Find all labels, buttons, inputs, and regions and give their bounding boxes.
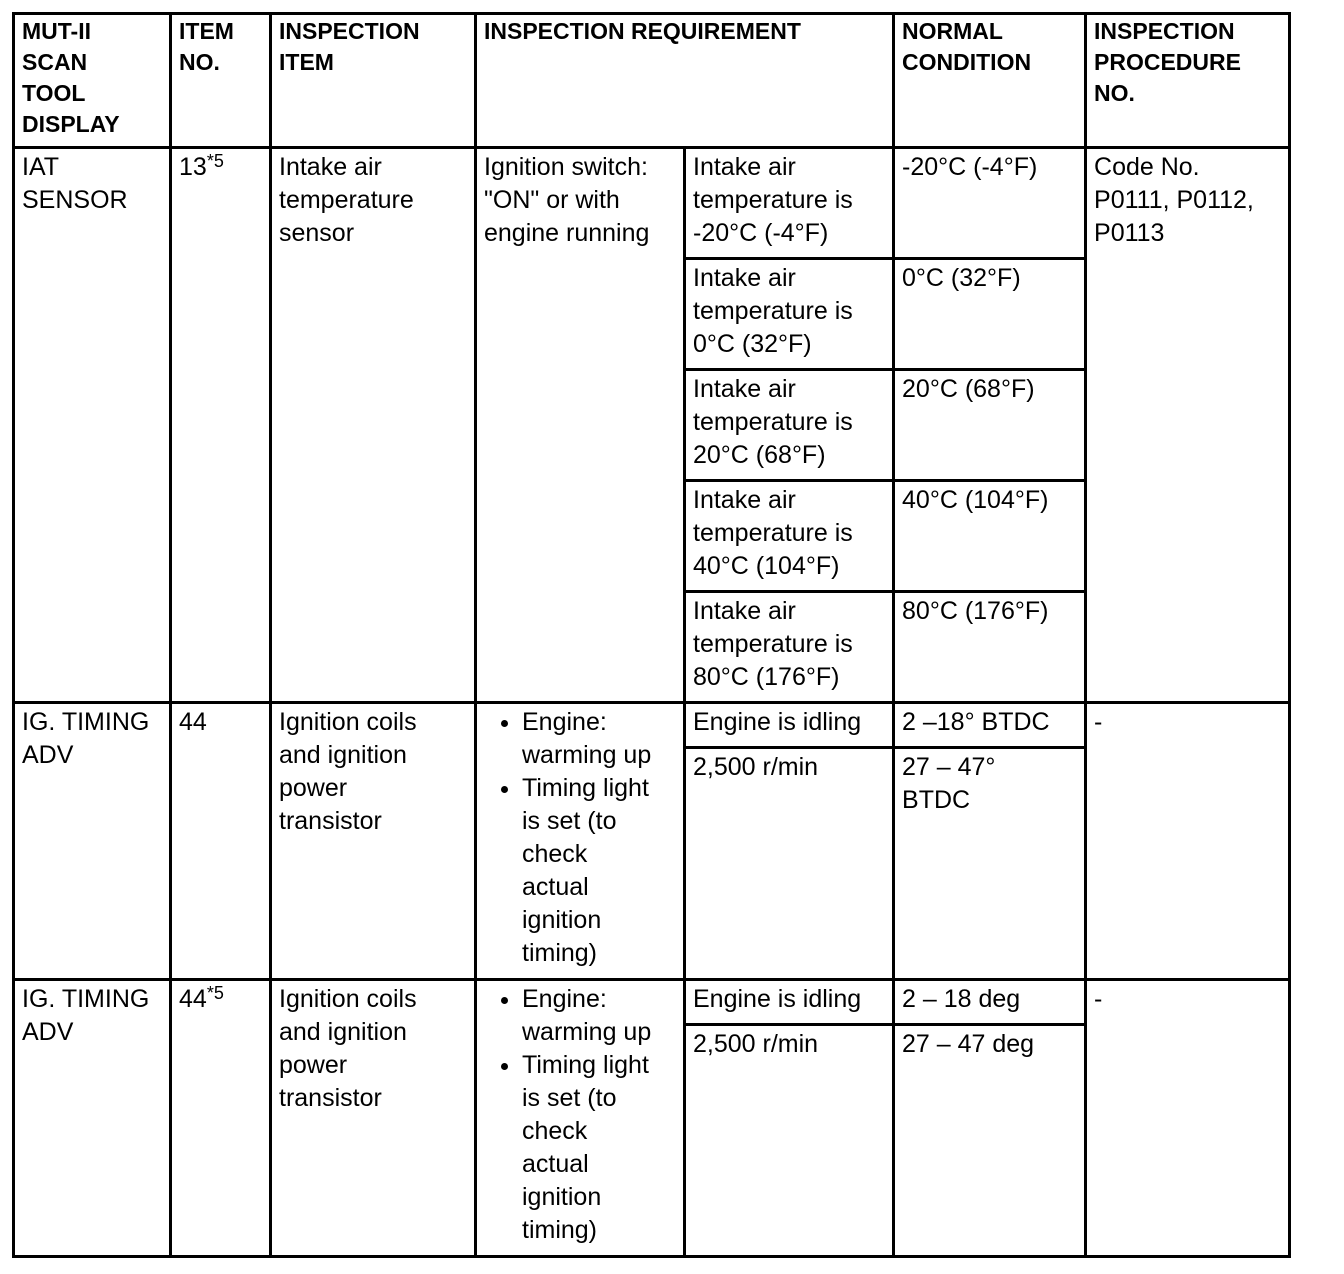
timing1-condition-1: Engine is idling bbox=[685, 703, 894, 748]
timing2-requirement bbox=[476, 980, 685, 1257]
header-item-no: ITEM NO. bbox=[171, 14, 271, 148]
timing2-item-no: 44$^{*5}$ bbox=[171, 980, 271, 1257]
iat-normal-4: 40°C (104°F) bbox=[894, 481, 1086, 592]
iat-condition-2: Intake air temperature is 0°C (32°F) bbox=[685, 259, 894, 370]
timing1-normal-2: 27 – 47° BTDC bbox=[894, 748, 1086, 980]
iat-condition-5: Intake air temperature is 80°C (176°F) bbox=[685, 592, 894, 703]
timing2-inspection-item: Ignition coils and ignition power transistor bbox=[271, 980, 476, 1257]
iat-condition-1: Intake air temperature is -20°C (-4°F) bbox=[685, 148, 894, 259]
list-item: • Engine: warming up bbox=[522, 706, 677, 772]
table-row bbox=[14, 703, 1290, 748]
iat-procedure: Code No. P0111, P0112, P0113 bbox=[1086, 148, 1290, 703]
timing1-normal-1: 2 –18° BTDC bbox=[894, 703, 1086, 748]
header-inspection-procedure: INSPECTION PROCEDURE NO. bbox=[1086, 14, 1290, 148]
timing2-procedure: - bbox=[1086, 980, 1290, 1257]
iat-normal-2: 0°C (32°F) bbox=[894, 259, 1086, 370]
iat-normal-1: -20°C (-4°F) bbox=[894, 148, 1086, 259]
timing2-normal-1: 2 – 18 deg bbox=[894, 980, 1086, 1025]
timing2-display: IG. TIMING ADV bbox=[14, 980, 171, 1257]
timing1-inspection-item: Ignition coils and ignition power transistor bbox=[271, 703, 476, 980]
iat-display: IAT SENSOR bbox=[14, 148, 171, 703]
iat-normal-5: 80°C (176°F) bbox=[894, 592, 1086, 703]
timing2-condition-2: 2,500 r/min bbox=[685, 1025, 894, 1257]
iat-inspection-item: Intake air temperature sensor bbox=[271, 148, 476, 703]
iat-condition-4: Intake air temperature is 40°C (104°F) bbox=[685, 481, 894, 592]
iat-condition-3: Intake air temperature is 20°C (68°F) bbox=[685, 370, 894, 481]
timing1-display: IG. TIMING ADV bbox=[14, 703, 171, 980]
header-row bbox=[14, 14, 1290, 148]
timing2-requirement-list bbox=[484, 983, 677, 1247]
footnote-mark: *5 bbox=[206, 983, 224, 1003]
iat-normal-3: 20°C (68°F) bbox=[894, 370, 1086, 481]
list-item: • Timing light is set (to check actual ignition timing) bbox=[522, 1049, 677, 1247]
header-inspection-item: INSPECTION ITEM bbox=[271, 14, 476, 148]
timing1-item-no: 44 bbox=[171, 703, 271, 980]
timing1-procedure: - bbox=[1086, 703, 1290, 980]
iat-requirement: Ignition switch: "ON" or with engine running bbox=[476, 148, 685, 703]
list-item: • Engine: warming up bbox=[522, 983, 677, 1049]
footnote-mark: *5 bbox=[206, 151, 224, 171]
iat-item-no: 13$^{*5}$ bbox=[171, 148, 271, 703]
header-normal-condition: NORMAL CONDITION bbox=[894, 14, 1086, 148]
timing2-normal-2: 27 – 47 deg bbox=[894, 1025, 1086, 1257]
timing2-condition-1: Engine is idling bbox=[685, 980, 894, 1025]
timing1-requirement bbox=[476, 703, 685, 980]
table-row bbox=[14, 980, 1290, 1025]
header-inspection-requirement: INSPECTION REQUIREMENT bbox=[476, 14, 894, 148]
header-scan-tool-display: MUT-II SCAN TOOL DISPLAY bbox=[14, 14, 171, 148]
timing1-condition-2: 2,500 r/min bbox=[685, 748, 894, 980]
list-item: • Timing light is set (to check actual ignition timing) bbox=[522, 772, 677, 970]
timing1-requirement-list bbox=[484, 706, 677, 970]
inspection-table bbox=[12, 12, 1291, 1258]
table-row bbox=[14, 148, 1290, 259]
